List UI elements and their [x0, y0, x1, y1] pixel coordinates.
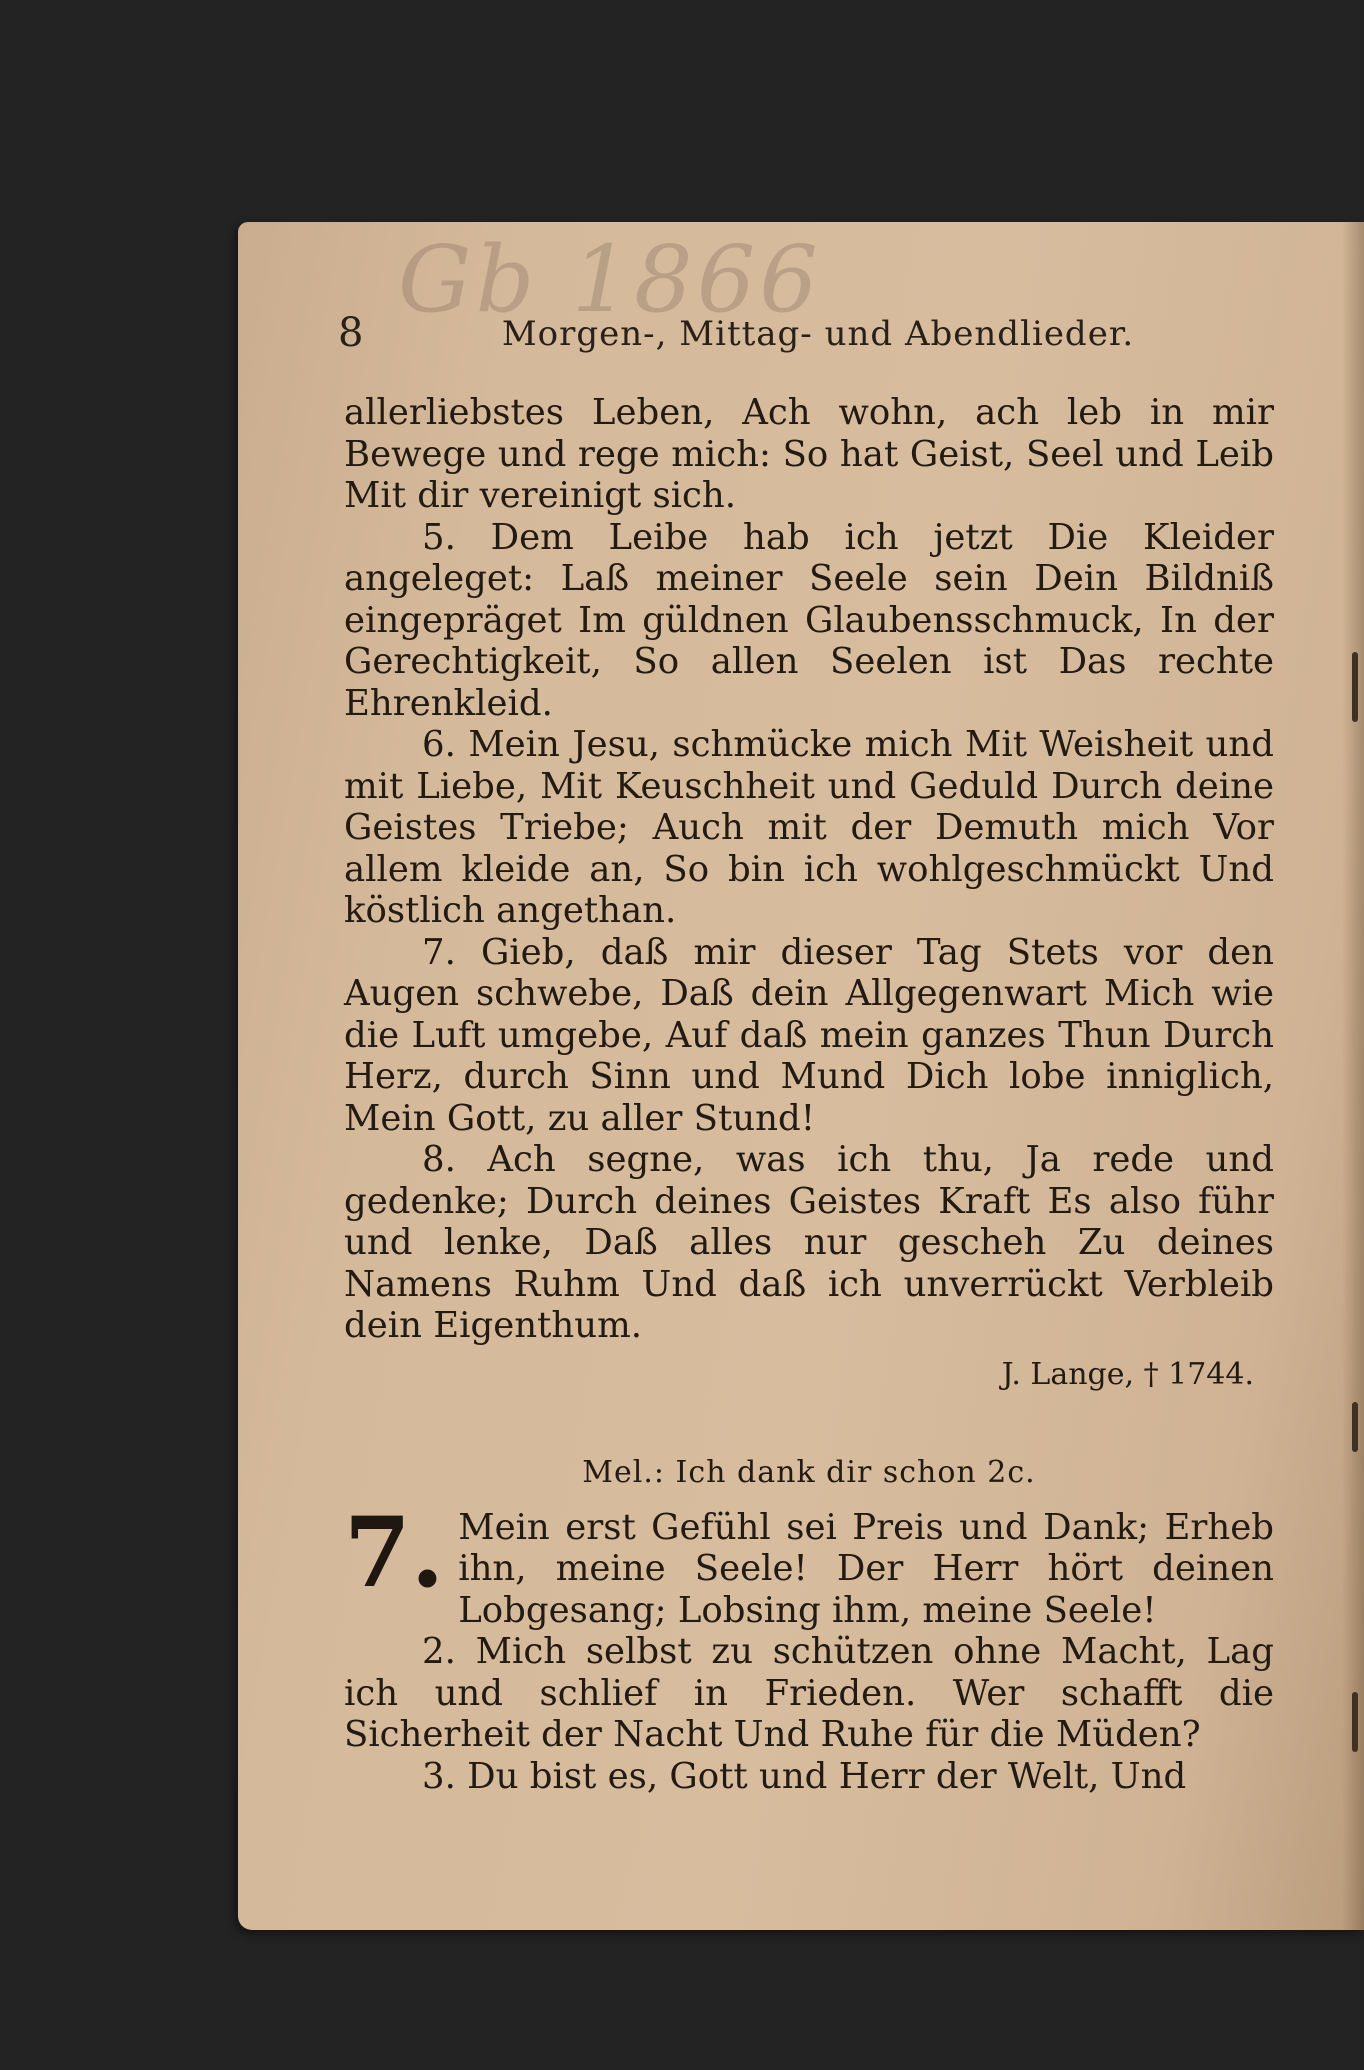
hymn-author: J. Lange, † 1744. [1001, 1356, 1254, 1392]
hymn-7-verse-3: 3. Du bist es, Gott und Herr der Welt, Und [422, 1755, 1187, 1797]
verse-continuation: allerliebstes Leben, Ach wohn, ach leb in mir Bewege und rege mich: So hat Geist, Seel und Leib Mit dir vereinigt sich. [344, 392, 1274, 516]
page-edge-mark [1352, 652, 1358, 722]
running-title: Morgen-, Mittag- und Abendlieder. [501, 314, 1135, 354]
pencil-annotation: Gb 1866 [398, 226, 822, 333]
verse-8: 8. Ach segne, was ich thu, Ja rede und gedenke; Durch deines Geistes Kraft Es also führ und lenke, Daß alles nur gescheh Zu deines Namens Ruhm Und daß ich unverrückt Verbleib dein Eigenthum. [344, 1139, 1274, 1346]
verse-5: 5. Dem Leibe hab ich jetzt Die Kleider angeleget: Laß meiner Seele sein Dein Bildniß eingepräget Im güldnen Glaubensschmuck, In der Gerechtigkeit, So allen Seelen ist Das rechte Ehrenkleid. [344, 516, 1274, 724]
hymn-7-verse-1 [344, 1495, 1274, 1632]
page-body [344, 392, 1274, 1797]
hymn-7-verse-2: 2. Mich selbst zu schützen ohne Macht, Lag ich und schlief in Frieden. Wer schafft die Sicherheit der Nacht Und Ruhe für die Müden? [344, 1631, 1274, 1755]
verse-6: 6. Mein Jesu, schmücke mich Mit Weisheit und mit Liebe, Mit Keuschheit und Geduld Durch deine Geistes Triebe; Auch mit der Demuth mich Vor allem kleide an, So bin ich wohlgeschmückt Und köstlich angethan. [344, 724, 1274, 931]
page-edge-mark [1352, 1402, 1358, 1452]
melody-line: Mel.: Ich dank dir schon 2c. [582, 1454, 1036, 1490]
hymn-number: 7. [344, 1495, 445, 1609]
page-edge-mark [1352, 1692, 1358, 1752]
hymn-7-verse-1-text: Mein erst Gefühl sei Preis und Dank; Erheb ihn, meine Seele! Der Herr hört deinen Lobgesang; Lobsing ihm, meine Seele! [458, 1506, 1274, 1631]
verse-7: 7. Gieb, daß mir dieser Tag Stets vor den Augen schwebe, Daß dein Allgegenwart Mich wie die Luft umgebe, Auf daß mein ganzes Thun Durch Herz, durch Sinn und Mund Dich lobe inniglich, Mein Gott, zu aller Stund! [344, 931, 1274, 1139]
page-number: 8 [338, 310, 364, 356]
book-page [238, 222, 1364, 1930]
page-header [338, 310, 1318, 360]
